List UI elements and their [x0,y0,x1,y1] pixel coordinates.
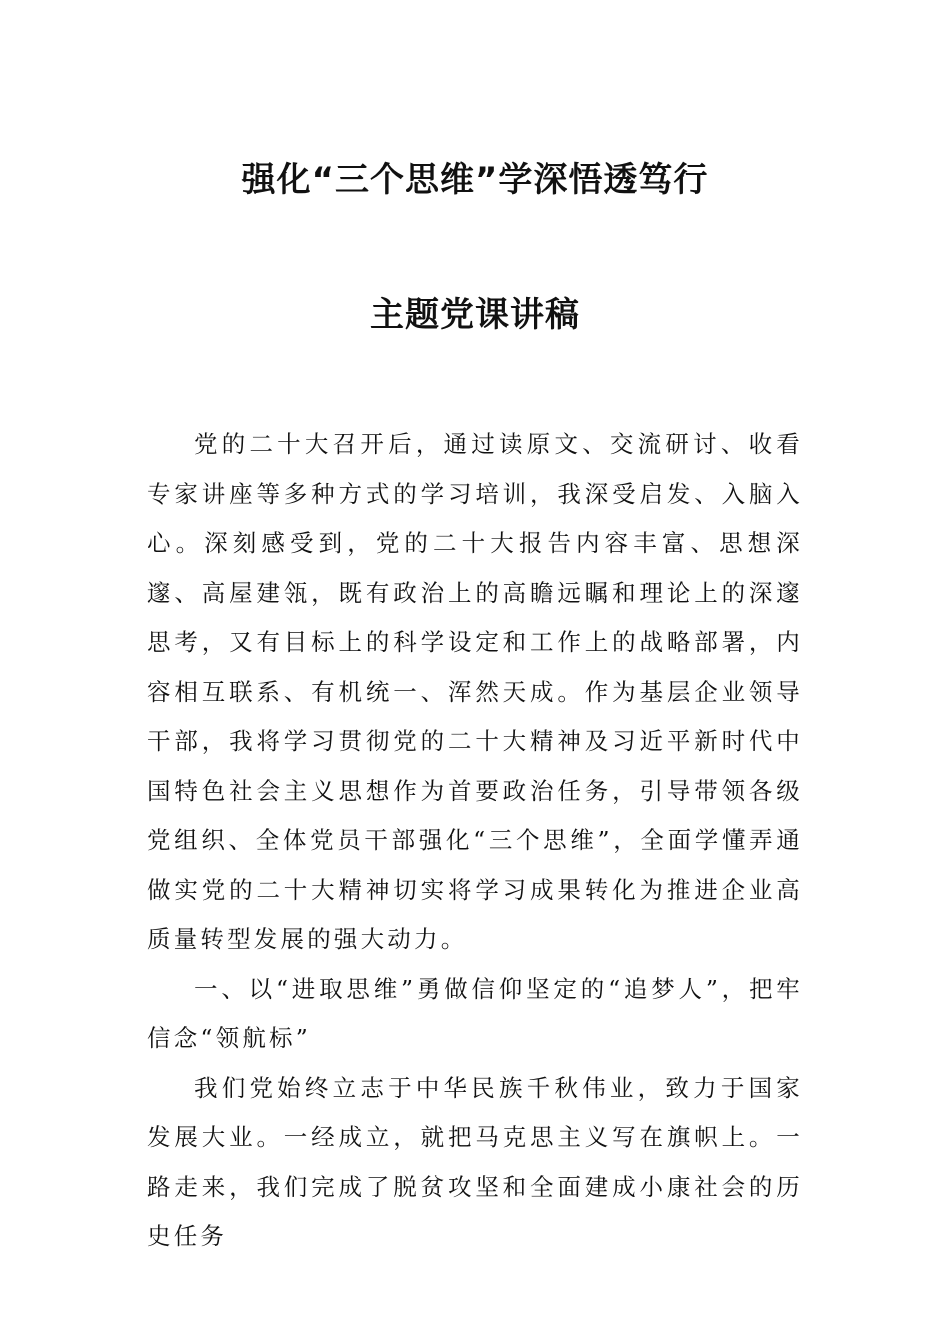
document-body [147,420,803,1262]
document-title: 强化“三个思维”学深悟透笃行 [241,160,709,200]
section-heading-1: 一、以“进取思维”勇做信仰坚定的“追梦人”，把牢信念“领航标” [147,974,803,1052]
body-paragraph-section-1: 我们党始终立志于中华民族千秋伟业，致力于国家发展大业。一经成立，就把马克思主义写在旗帜上。一路走来，我们完成了脱贫攻坚和全面建成小康社会的历史任务 [147,1073,803,1250]
document-subtitle: 主题党课讲稿 [370,295,580,335]
body-paragraph-intro: 党的二十大召开后，通过读原文、交流研讨、收看专家讲座等多种方式的学习培训，我深受启发、入脑入心。深刻感受到，党的二十大报告内容丰富、思想深邃、高屋建瓴，既有政治上的高瞻远瞩和理论上的深邃思考，又有目标上的科学设定和工作上的战略部署，内容相互联系、有机统一、浑然天成。作为基层企业领导干部，我将学习贯彻党的二十大精神及习近平新时代中国特色社会主义思想作为首要政治任务，引导带领各级党组织、全体党员干部强化“三个思维”，全面学懂弄通做实党的二十大精神切实将学习成果转化为推进企业高质量转型发展的强大动力。 [147,430,803,953]
